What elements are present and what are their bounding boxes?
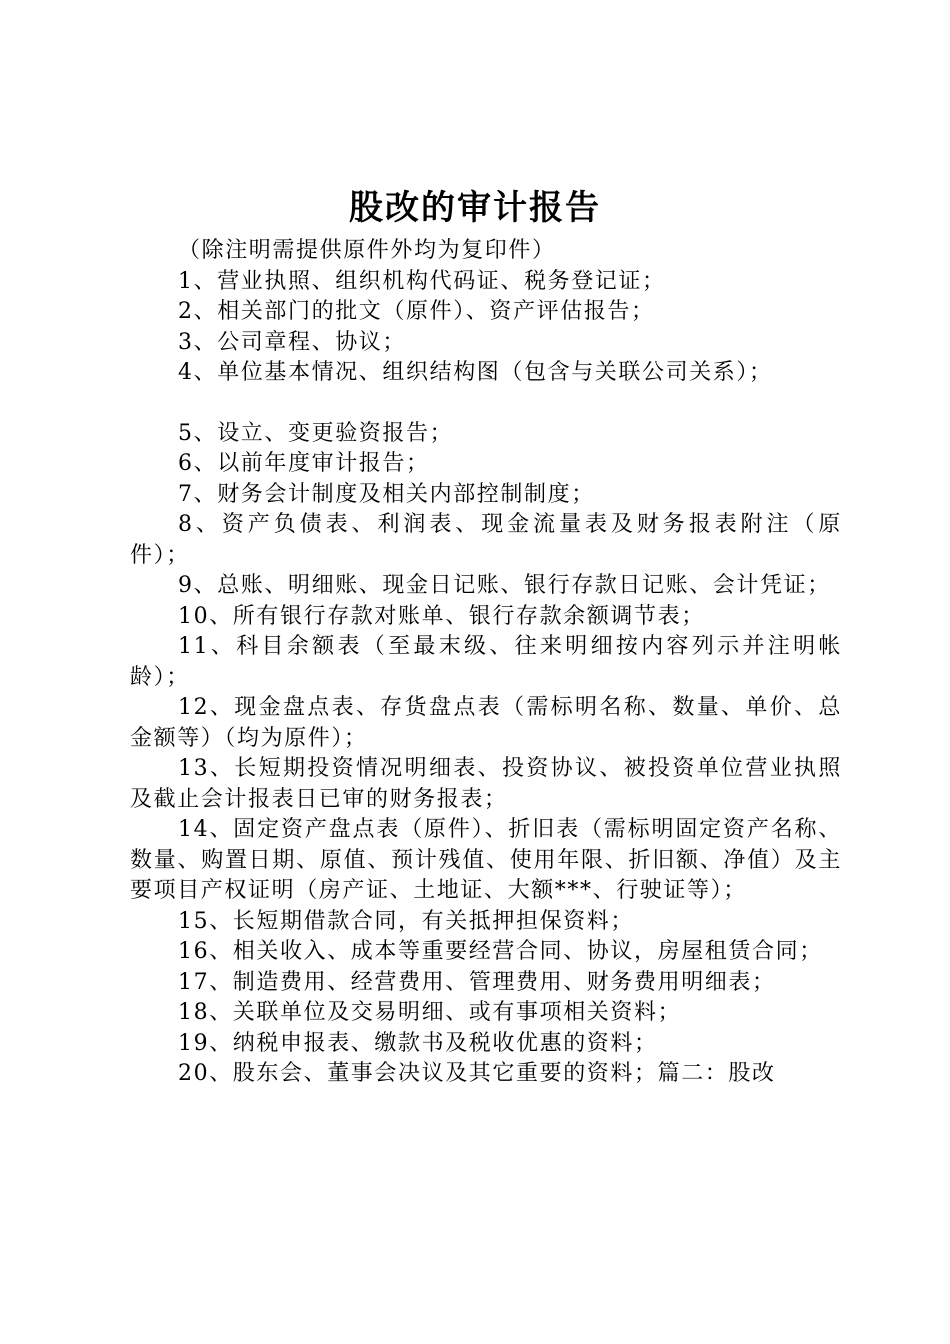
list-item: 20、股东会、董事会决议及其它重要的资料；篇二：股改 [178,1061,776,1086]
list-item: 17、制造费用、经营费用、管理费用、财务费用明细表； [178,969,776,995]
list-item: 7、财务会计制度及相关内部控制制度； [178,481,595,507]
list-item: 6、以前年度审计报告； [178,451,430,476]
list-item: 15、长短期借款合同，有关抵押担保资料； [178,908,634,934]
list-item: 18、关联单位及交易明细、或有事项相关资料； [178,1000,682,1025]
list-item: 12、现金盘点表、存货盘点表（需标明名称、数量、单价、总金额等）（均为原件）； [130,695,842,751]
document-title: 股改的审计报告 [349,188,601,228]
document-note: （除注明需提供原件外均为复印件） [178,238,556,263]
document-body [130,236,842,1090]
list-item: 11、科目余额表（至最末级、往来明细按内容列示并注明帐龄）； [130,634,842,690]
list-item: 1、营业执照、组织机构代码证、税务登记证； [178,268,666,294]
list-item: 16、相关收入、成本等重要经营合同、协议，房屋租赁合同； [178,939,823,964]
list-item: 5、设立、变更验资报告； [178,420,454,446]
list-item: 3、公司章程、协议； [178,329,406,355]
list-item: 10、所有银行存款对账单、银行存款余额调节表； [178,603,705,629]
list-item: 19、纳税申报表、缴款书及税收优惠的资料； [178,1030,658,1056]
list-item: 8、资产负债表、利润表、现金流量表及财务报表附注（原件）； [130,512,842,568]
list-item: 9、总账、明细账、现金日记账、银行存款日记账、会计凭证； [178,573,831,598]
list-item: 2、相关部门的批文（原件）、资产评估报告； [178,299,655,324]
list-item: 14、固定资产盘点表（原件）、折旧表（需标明固定资产名称、数量、购置日期、原值、预计残值、使用年限、折旧额、净值）及主要项目产权证明（房产证、土地证、大额***、行驶证等）； [130,817,842,903]
list-item: 13、长短期投资情况明细表、投资协议、被投资单位营业执照及截止会计报表日已审的财务报表； [130,756,842,812]
list-item: 4、单位基本情况、组织结构图（包含与关联公司关系）； [178,360,773,385]
